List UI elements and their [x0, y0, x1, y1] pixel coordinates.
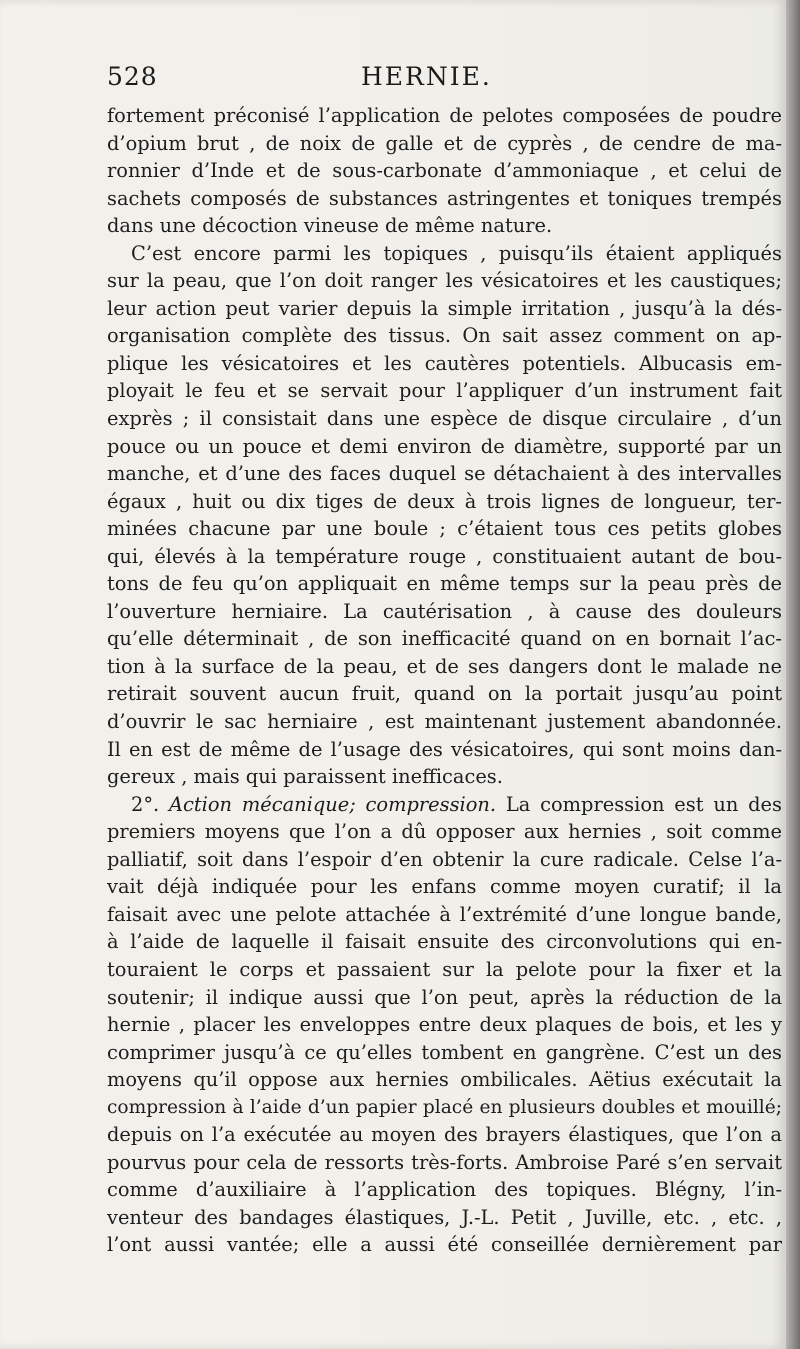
- line-text: fortement préconisé l’application de pelotes composées de poudre: [107, 104, 782, 127]
- book-spine-edge: [786, 0, 800, 1349]
- line-text: qu’elle déterminait , de son inefficacité quand on en bornait l’ac-: [107, 627, 782, 651]
- line-text: touraient le corps et passaient sur la pelote pour la fixer et la: [107, 957, 782, 981]
- page-number: 528: [107, 62, 158, 91]
- text-line: [107, 763, 782, 791]
- text-line: [107, 901, 782, 929]
- line-text: tion à la surface de la peau, et de ses dangers dont le malade ne: [107, 654, 782, 678]
- text-line: [107, 267, 782, 295]
- text-line: [107, 130, 782, 158]
- running-head: HERNIE.: [361, 62, 492, 91]
- line-text: exprès ; il consistait dans une espèce de disque circulaire , d’un: [107, 407, 782, 431]
- text-line: [107, 295, 782, 323]
- line-text: ployait le feu et se servait pour l’appliquer d’un instrument fait: [107, 379, 782, 403]
- line-text: d’opium brut , de noix de galle et de cyprès , de cendre de ma-: [107, 131, 782, 155]
- text-line: [107, 1011, 782, 1039]
- line-text: depuis on l’a exécutée au moyen des brayers élastiques, que l’on a: [107, 1123, 782, 1147]
- line-text: tons de feu qu’on appliquait en même temps sur la peau près de: [107, 572, 782, 596]
- line-text: soutenir; il indique aussi que l’on peut, après la réduction de la: [107, 985, 782, 1009]
- text-line: [107, 791, 782, 819]
- line-text: compression à l’aide d’un papier placé en plusieurs doubles et mouillé;: [107, 1096, 782, 1118]
- line-text: pourvus pour cela de ressorts très-forts. Ambroise Paré s’en servait: [107, 1150, 782, 1174]
- text-line: [107, 488, 782, 516]
- line-text: d’ouvrir le sac herniaire , est maintenant justement abandonnée.: [107, 710, 782, 734]
- line-text: venteur des bandages élastiques, J.-L. Petit , Juville, etc. , etc. ,: [107, 1205, 782, 1229]
- text-line: [107, 543, 782, 571]
- text-line: [107, 1094, 782, 1122]
- text-line: [107, 956, 782, 984]
- text-line: [107, 846, 782, 874]
- line-text: retirait souvent aucun fruit, quand on la portait jusqu’au point: [107, 682, 782, 706]
- line-text: qui, élevés à la température rouge , constituaient autant de bou-: [107, 544, 782, 568]
- text-line: [107, 818, 782, 846]
- text-line: [107, 984, 782, 1012]
- text-line: [107, 212, 782, 240]
- line-text: leur action peut varier depuis la simple irritation , jusqu’à la dés-: [107, 296, 782, 320]
- line-text: ronnier d’Inde et de sous-carbonate d’ammoniaque , et celui de: [107, 159, 782, 183]
- text-line: [107, 736, 782, 764]
- line-text: comprimer jusqu’à ce qu’elles tombent en gangrène. C’est un des: [107, 1040, 782, 1064]
- line-text: sur la peau, que l’on doit ranger les vésicatoires et les caustiques;: [107, 269, 782, 293]
- line-text: l’ont aussi vantée; elle a aussi été conseillée dernièrement par: [107, 1233, 782, 1257]
- line-text: faisait avec une pelote attachée à l’extrémité d’une longue bande,: [107, 902, 782, 926]
- line-text: l’ouverture herniaire. La cautérisation , à cause des douleurs: [107, 599, 782, 623]
- line-text: à l’aide de laquelle il faisait ensuite des circonvolutions qui en-: [107, 930, 782, 954]
- line-text: plique les vésicatoires et les cautères potentiels. Albucasis em-: [107, 351, 782, 375]
- page-header: [107, 62, 783, 102]
- text-line: [107, 185, 782, 213]
- text-line: [107, 570, 782, 598]
- text-line: [107, 240, 782, 268]
- body-text: [107, 102, 782, 1259]
- line-text: manche, et d’une des faces duquel se détachaient à des intervalles: [107, 462, 782, 486]
- text-line: [107, 680, 782, 708]
- line-text: comme d’auxiliaire à l’application des topiques. Blégny, l’in-: [107, 1178, 782, 1202]
- line-text: organisation complète des tissus. On sait assez comment on ap-: [107, 324, 782, 348]
- line-text: pouce ou un pouce et demi environ de diamètre, supporté par un: [107, 434, 782, 458]
- text-line: [107, 1149, 782, 1177]
- line-text: égaux , huit ou dix tiges de deux à trois lignes de longueur, ter-: [107, 489, 782, 513]
- text-line: [107, 708, 782, 736]
- text-line: [107, 873, 782, 901]
- text-line: [107, 1231, 782, 1259]
- line-text: hernie , placer les enveloppes entre deux plaques de bois, et les y: [107, 1013, 782, 1037]
- section-heading: Action mécanique; compression.: [169, 792, 497, 816]
- text-line: [107, 322, 782, 350]
- text-line: [107, 1176, 782, 1204]
- text-line: [107, 1121, 782, 1149]
- line-text: vait déjà indiquée pour les enfans comme moyen curatif; il la: [107, 875, 782, 899]
- text-line: [107, 405, 782, 433]
- line-text: premiers moyens que l’on a dû opposer aux hernies , soit comme: [107, 820, 782, 844]
- text-line: [107, 515, 782, 543]
- text-line: [107, 433, 782, 461]
- text-line: [107, 625, 782, 653]
- text-line: [107, 1204, 782, 1232]
- text-line: [107, 157, 782, 185]
- text-line: [107, 928, 782, 956]
- line-text: sachets composés de substances astringentes et toniques trempés: [107, 186, 782, 210]
- line-text: minées chacune par une boule ; c’étaient tous ces petits globes: [107, 517, 782, 541]
- line-text: palliatif, soit dans l’espoir d’en obtenir la cure radicale. Celse l’a-: [107, 847, 782, 871]
- line-text: C’est encore parmi les topiques , puisqu’ils étaient appliqués: [131, 241, 782, 265]
- text-line: [107, 102, 782, 130]
- line-text: Il en est de même de l’usage des vésicatoires, qui sont moins dan-: [107, 737, 782, 761]
- text-line: [107, 350, 782, 378]
- list-number: 2°.: [131, 792, 170, 816]
- line-text: dans une décoction vineuse de même nature.: [107, 214, 553, 238]
- text-line: [107, 598, 782, 626]
- text-line: [107, 460, 782, 488]
- line-text: moyens qu’il oppose aux hernies ombilicales. Aëtius exécutait la: [107, 1068, 782, 1092]
- text-line: [107, 377, 782, 405]
- text-line: [107, 1039, 782, 1067]
- text-line: [107, 653, 782, 681]
- line-text: gereux , mais qui paraissent inefficaces.: [107, 765, 503, 789]
- text-line: [107, 1066, 782, 1094]
- line-text: La compression est un des: [496, 792, 782, 816]
